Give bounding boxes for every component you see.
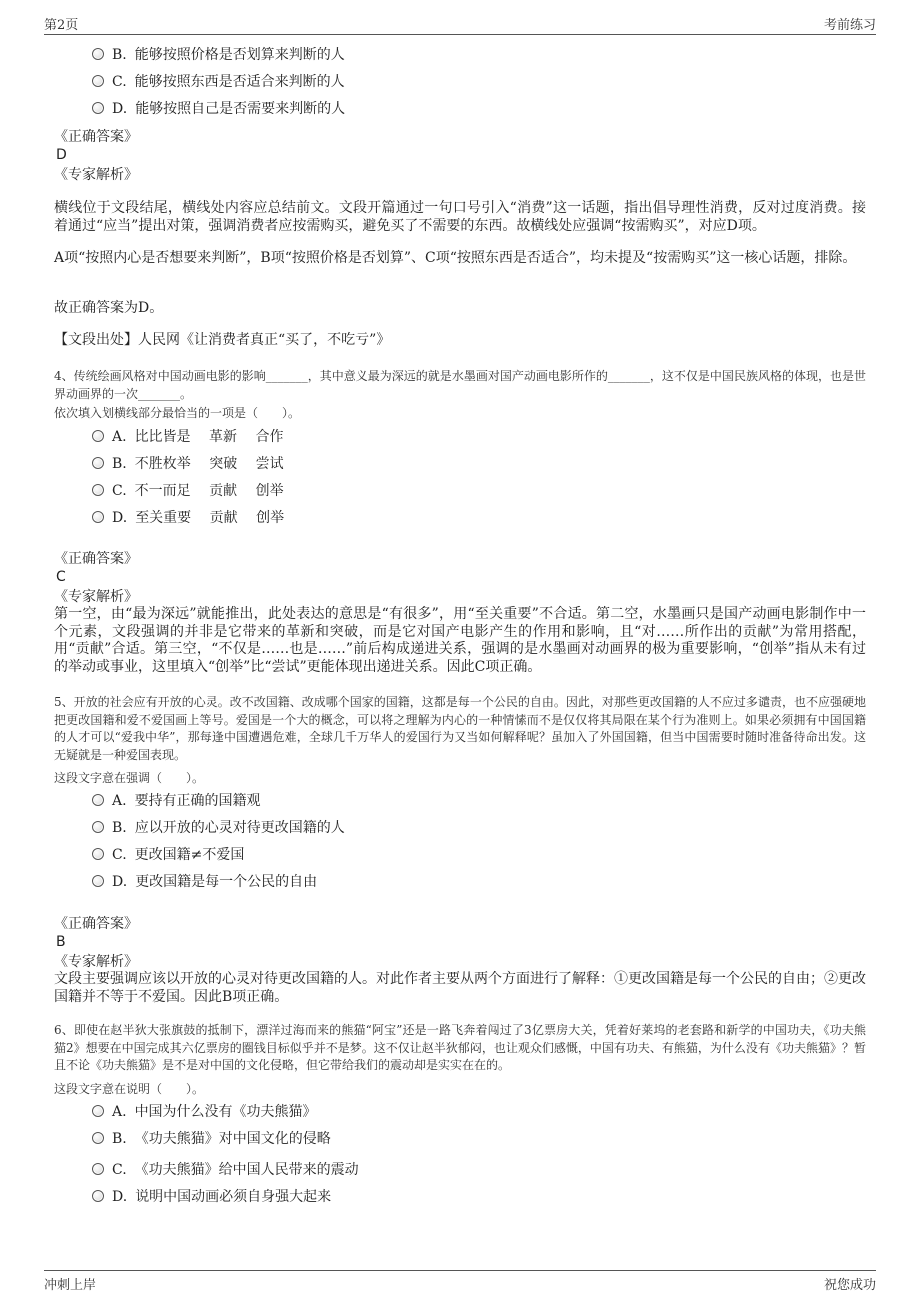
radio-icon[interactable]: [92, 48, 104, 60]
q5-option-b[interactable]: B. 应以开放的心灵对待更改国籍的人: [92, 817, 345, 839]
header-divider: [44, 34, 876, 35]
q3-analysis-label: 《专家解析》: [54, 167, 138, 183]
q6-option-a[interactable]: A. 中国为什么没有《功夫熊猫》: [92, 1101, 317, 1123]
radio-icon[interactable]: [92, 457, 104, 469]
footer-left-text: 冲刺上岸: [44, 1278, 97, 1293]
q4-option-d[interactable]: D. 至关重要 贡献 创举: [92, 507, 284, 529]
radio-icon[interactable]: [92, 848, 104, 860]
q3-option-d[interactable]: D. 能够按照自己是否需要来判断的人: [92, 98, 345, 120]
q4-option-b[interactable]: B. 不胜枚举 突破 尝试: [92, 453, 284, 475]
q6-option-c[interactable]: C. 《功夫熊猫》给中国人民带来的震动: [92, 1159, 359, 1181]
page-header: [44, 14, 876, 32]
q3-answer: D: [56, 147, 67, 163]
q6-option-d[interactable]: D. 说明中国动画必须自身强大起来: [92, 1186, 331, 1208]
q6-stem: 6、即使在赵半狄大张旗鼓的抵制下，漂洋过海而来的熊猫“阿宝”还是一路飞奔着闯过了3亿票房大关，凭着好莱坞的老套路和新学的中国功夫，《功夫熊猫2》想要在中国完成其六亿票房的圈钱目标似乎并不是梦。这不仅让赵半狄郁闷，也让观众们感慨，中国有功夫、有熊猫，为什么没有《功夫熊猫》？暂且不论《功夫熊猫》是不是对中国的文化侵略，但它带给我们的震动却是实实在在的。: [54, 1023, 866, 1072]
q5-option-d[interactable]: D. 更改国籍是每一个公民的自由: [92, 871, 317, 893]
q5-answer: B: [56, 934, 66, 950]
q5-analysis: 文段主要强调应该以开放的心灵对待更改国籍的人。对此作者主要从两个方面进行了解释：①更改国籍是每一个公民的自由；②更改国籍并不等于不爱国。因此B项正确。: [54, 971, 866, 1005]
radio-icon[interactable]: [92, 1105, 104, 1117]
radio-icon[interactable]: [92, 75, 104, 87]
radio-icon[interactable]: [92, 484, 104, 496]
page-footer: [44, 1274, 876, 1292]
q3-analysis-paragraph: 横线位于文段结尾，横线处内容应总结前文。文段开篇通过一句口号引入“消费”这一话题，指出倡导理性消费，反对过度消费。接着通过“应当”提出对策，强调消费者应按需购买，避免买了不需要的东西。故横线处应强调“按需购买”，对应D项。: [54, 200, 866, 234]
q4-option-a[interactable]: A. 比比皆是 革新 合作: [92, 426, 283, 448]
q4-analysis-label: 《专家解析》: [54, 589, 138, 605]
q5-prompt: 这段文字意在强调（ ）。: [54, 771, 205, 785]
q5-stem: 5、开放的社会应有开放的心灵。改不改国籍、改成哪个国家的国籍，这都是每一个公民的自由。因此，对那些更改国籍的人不应过多谴责，也不应强硬地把更改国籍和爱不爱国画上等号。爱国是一个大的概念，可以将之理解为内心的一种情愫而不是仅仅将其局限在某个行为准则上。如果必须拥有中国国籍的人才可以“爱我中华”，那每逢中国遭遇危难，全球几千万华人的爱国行为又当如何解释呢？虽加入了外国国籍，但当中国需要时随时准备待命出发。这无疑就是一种爱国表现。: [54, 695, 866, 762]
q3-option-c[interactable]: C. 能够按照东西是否适合来判断的人: [92, 71, 345, 93]
q3-analysis-paragraph: A项“按照内心是否想要来判断”，B项“按照价格是否划算”、C项“按照东西是否适合”，均未提及“按需购买”这一核心话题，排除。: [54, 250, 857, 266]
radio-icon[interactable]: [92, 821, 104, 833]
q5-answer-label: 《正确答案》: [54, 916, 138, 932]
radio-icon[interactable]: [92, 1132, 104, 1144]
footer-divider: [44, 1270, 876, 1271]
q5-option-c[interactable]: C. 更改国籍≠不爱国: [92, 844, 244, 866]
q4-answer: C: [56, 569, 66, 585]
q3-analysis-conclusion: 故正确答案为D。: [54, 300, 164, 316]
q4-answer-label: 《正确答案》: [54, 551, 138, 567]
q4-prompt: 依次填入划横线部分最恰当的一项是（ ）。: [54, 406, 301, 420]
q4-option-c[interactable]: C. 不一而足 贡献 创举: [92, 480, 284, 502]
q6-prompt: 这段文字意在说明（ ）。: [54, 1082, 205, 1096]
radio-icon[interactable]: [92, 875, 104, 887]
q3-option-b[interactable]: B. 能够按照价格是否划算来判断的人: [92, 44, 345, 66]
radio-icon[interactable]: [92, 511, 104, 523]
radio-icon[interactable]: [92, 1190, 104, 1202]
radio-icon[interactable]: [92, 102, 104, 114]
q6-option-b[interactable]: B. 《功夫熊猫》对中国文化的侵略: [92, 1128, 331, 1150]
footer-right-text: 祝您成功: [823, 1278, 876, 1293]
q4-analysis: 第一空，由“最为深远”就能推出，此处表达的意思是“有很多”，用“至关重要”不合适。第二空，水墨画只是国产动画电影制作中一个元素，文段强调的并非是它带来的革新和突破，而是它对国产电影产生的作用和影响，且“对……所作出的贡献”为常用搭配，用“贡献”合适。第三空，“不仅是……也是……”前后构成递进关系，强调的是水墨画对动画界的极为重要影响，“创举”指从未有过的举动或事业，这里填入“创举”比“尝试”更能体现出递进关系。因此C项正确。: [54, 606, 866, 675]
q3-answer-label: 《正确答案》: [54, 129, 138, 145]
q4-stem: 4、传统绘画风格对中国动画电影的影响_______，其中意义最为深远的就是水墨画对国产动画电影所作的_______，这不仅是中国民族风格的体现，也是世界动画界的一次_______。: [54, 369, 866, 401]
page-number: 第2页: [44, 18, 79, 33]
q5-option-a[interactable]: A. 要持有正确的国籍观: [92, 790, 261, 812]
radio-icon[interactable]: [92, 794, 104, 806]
radio-icon[interactable]: [92, 1163, 104, 1175]
header-title: 考前练习: [823, 18, 876, 33]
q5-analysis-label: 《专家解析》: [54, 954, 138, 970]
radio-icon[interactable]: [92, 430, 104, 442]
q3-source: 【文段出处】人民网《让消费者真正“买了，不吃亏”》: [54, 332, 391, 348]
